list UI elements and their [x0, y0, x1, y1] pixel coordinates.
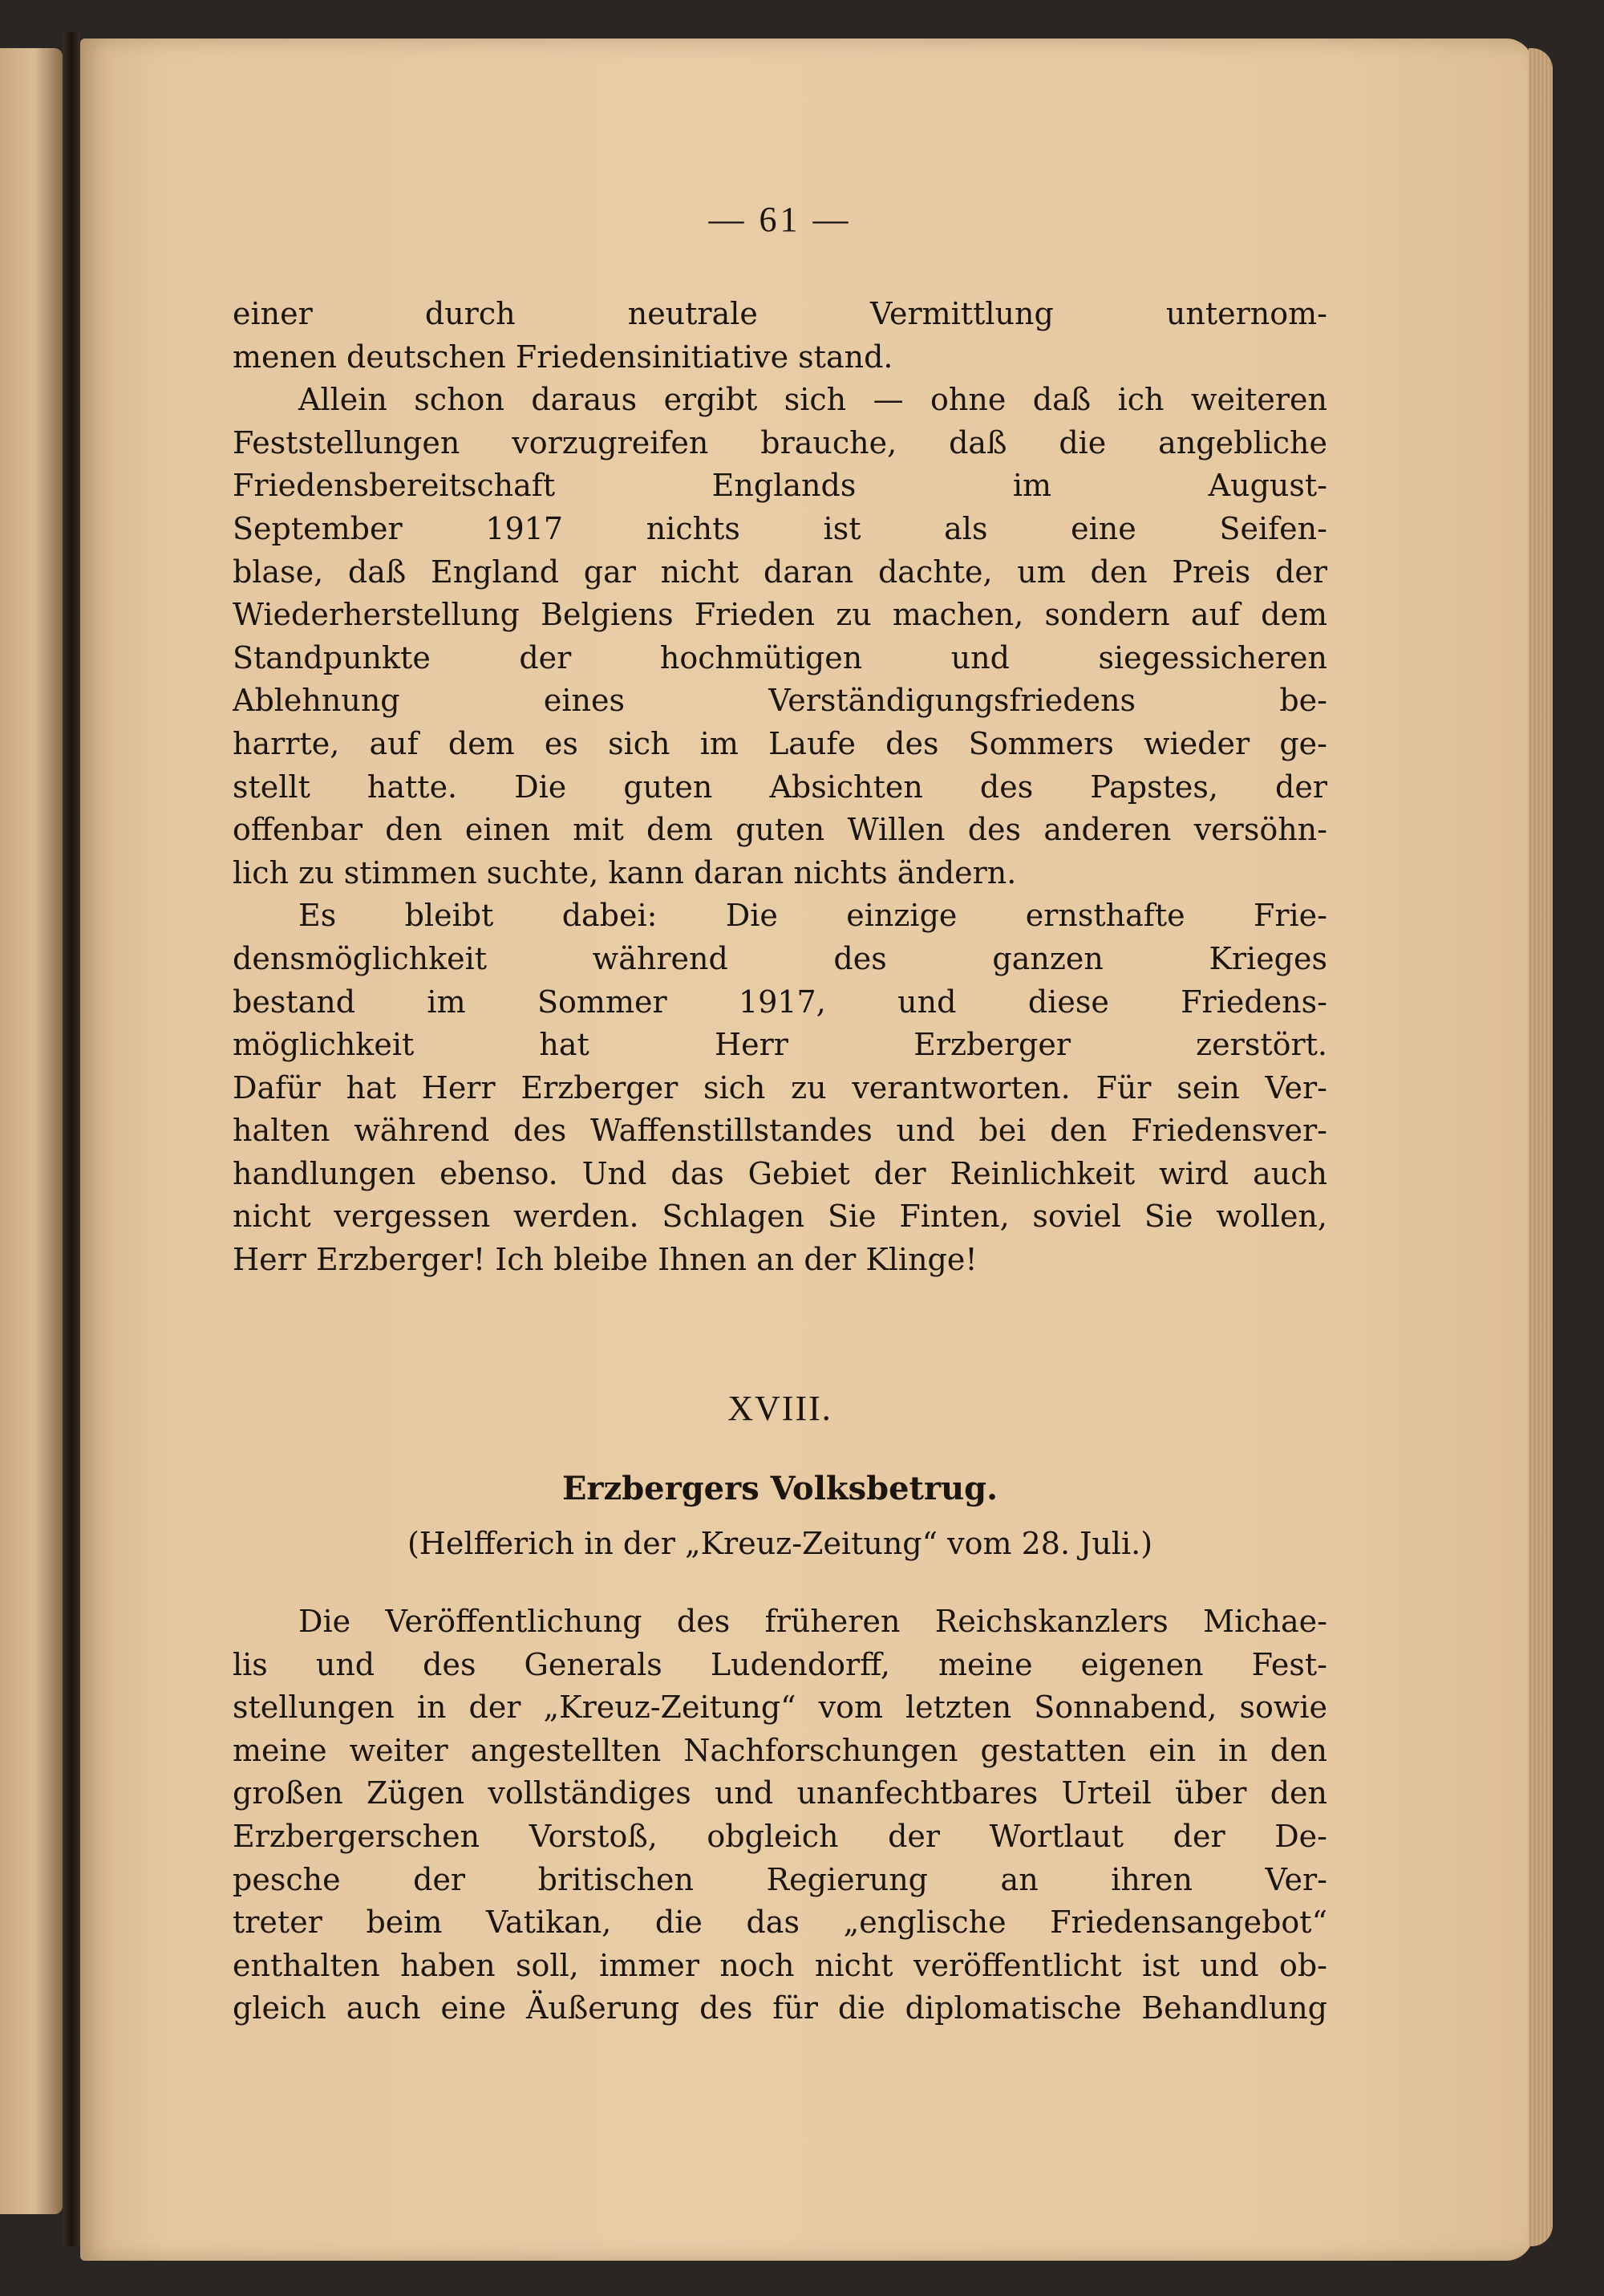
- section-title: Erzbergers Volksbetrug.: [561, 1470, 998, 1507]
- paragraph-1: [233, 293, 1327, 379]
- text-line: großen Zügen vollständiges und unanfechtbares Urteil über den: [233, 1775, 1327, 1811]
- text-line: stellt hatte. Die guten Absichten des Papstes, der: [233, 769, 1327, 805]
- text-line: Ablehnung eines Verständigungsfriedens be-: [233, 683, 1327, 719]
- facing-page-edge: [0, 48, 63, 2214]
- text-line: gleich auch eine Äußerung des für die diplomatische Behandlung: [233, 1990, 1327, 2026]
- text-line: Herr Erzberger! Ich bleibe Ihnen an der Klinge!: [233, 1242, 978, 1278]
- text-line: enthalten haben soll, immer noch nicht veröffentlicht ist und ob-: [233, 1947, 1327, 1983]
- text-line: nicht vergessen werden. Schlagen Sie Finten, soviel Sie wollen,: [233, 1199, 1327, 1235]
- text-line: möglichkeit hat Herr Erzberger zerstört.: [233, 1027, 1327, 1063]
- text-line: halten während des Waffenstillstandes und bei den Friedensver-: [233, 1113, 1327, 1149]
- text-line: menen deutschen Friedensinitiative stand.: [233, 339, 893, 375]
- text-line: Wiederherstellung Belgiens Frieden zu machen, sondern auf dem: [233, 597, 1327, 633]
- text-line: Die Veröffentlichung des früheren Reichskanzlers Michae-: [298, 1604, 1327, 1639]
- text-line: bestand im Sommer 1917, und diese Friedens-: [233, 984, 1327, 1020]
- text-line: Dafür hat Herr Erzberger sich zu verantworten. Für sein Ver-: [233, 1069, 1327, 1105]
- text-line: pesche der britischen Regierung an ihren Ver-: [233, 1861, 1327, 1897]
- text-line: meine weiter angestellten Nachforschungen gestatten ein in den: [233, 1732, 1327, 1768]
- text-line: offenbar den einen mit dem guten Willen des anderen versöhn-: [233, 812, 1327, 848]
- text-upper: [233, 293, 1327, 1282]
- section-source: (Helfferich in der „Kreuz-Zeitung“ vom 28. Juli.): [407, 1526, 1153, 1561]
- text-line: Es bleibt dabei: Die einzige ernsthafte Frie-: [298, 898, 1327, 934]
- text-line: Allein schon daraus ergibt sich — ohne daß ich weiteren: [298, 382, 1327, 418]
- text-line: Standpunkte der hochmütigen und siegessicheren: [233, 639, 1327, 675]
- paragraph-4: [233, 1600, 1327, 2030]
- book-gutter: [63, 32, 80, 2246]
- text-line: harrte, auf dem es sich im Laufe des Sommers wieder ge-: [233, 725, 1327, 761]
- page-number-header: — 61 —: [708, 200, 852, 239]
- text-line: September 1917 nichts ist als eine Seifen-: [233, 510, 1327, 546]
- text-line: Erzbergerschen Vorstoß, obgleich der Wortlaut der De-: [233, 1818, 1327, 1854]
- text-line: Feststellungen vorzugreifen brauche, daß die angebliche: [233, 424, 1327, 460]
- text-line: blase, daß England gar nicht daran dachte, um den Preis der: [233, 554, 1327, 590]
- text-line: lich zu stimmen suchte, kann daran nichts ändern.: [233, 854, 1017, 890]
- text-line: treter beim Vatikan, die das „englische Friedensangebot“: [233, 1905, 1327, 1941]
- text-line: stellungen in der „Kreuz-Zeitung“ vom letzten Sonnabend, sowie: [233, 1690, 1327, 1726]
- text-line: lis und des Generals Ludendorff, meine eigenen Fest-: [233, 1646, 1327, 1682]
- text-line: Friedensbereitschaft Englands im August-: [233, 468, 1327, 504]
- paragraph-2: [233, 379, 1327, 894]
- text-line: einer durch neutrale Vermittlung unternom-: [233, 296, 1327, 331]
- text-line: densmöglichkeit während des ganzen Krieges: [233, 940, 1327, 976]
- page-edges: [1529, 48, 1553, 2246]
- section-number: XVIII.: [727, 1389, 832, 1428]
- text-line: handlungen ebenso. Und das Gebiet der Reinlichkeit wird auch: [233, 1155, 1327, 1191]
- paragraph-3: [233, 894, 1327, 1281]
